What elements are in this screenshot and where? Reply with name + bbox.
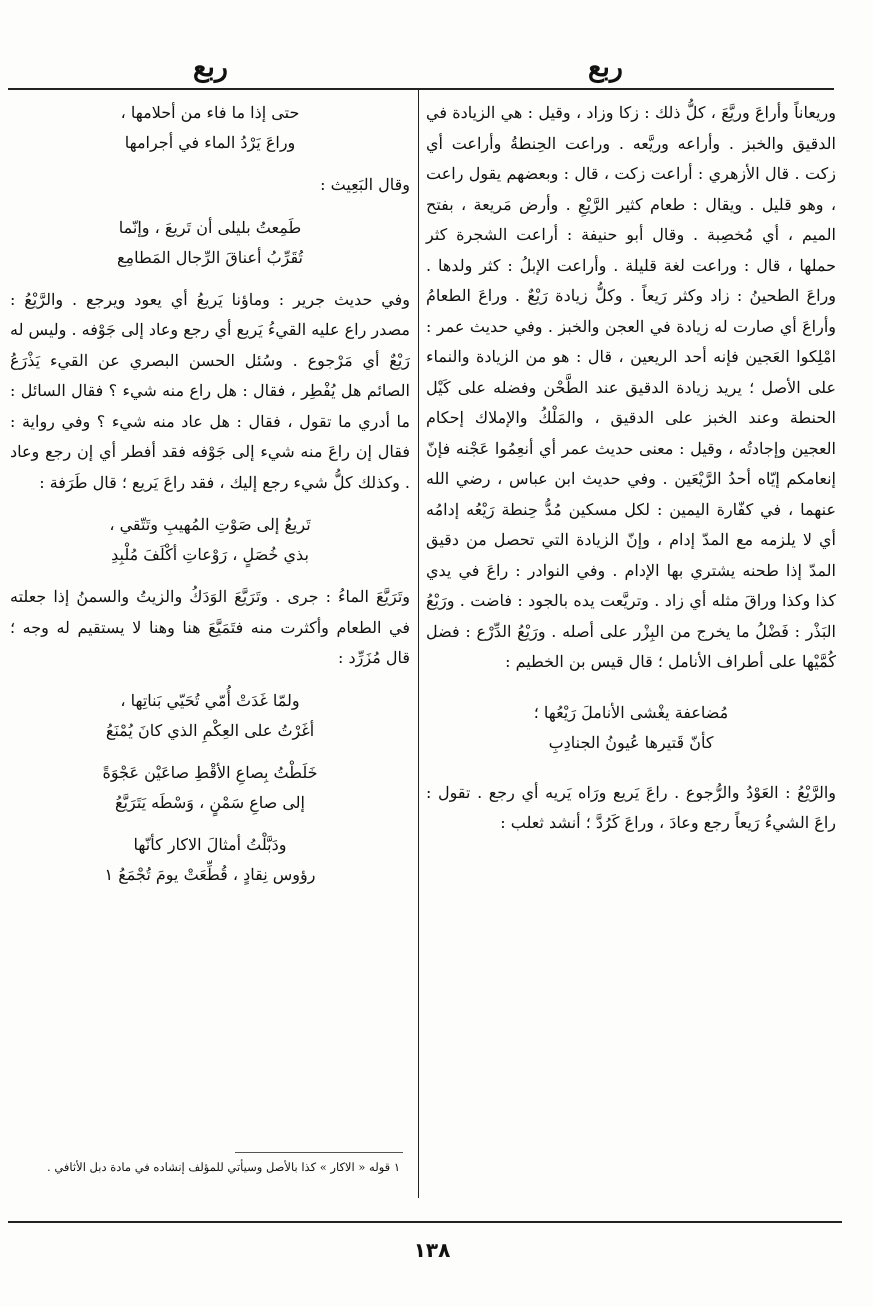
verse-line: طَمِعتُ بليلى أن تَريعَ ، وإنّما	[118, 217, 302, 237]
running-head-left: ربع	[193, 52, 228, 83]
verse-line: مُضاعفة يغْشى الأناملَ رَيْعُها ؛	[533, 702, 729, 722]
page-number: ١٣٨	[413, 1238, 451, 1262]
verse-line: خَلَطْتُ بِصاعِ الأقْطِ صاعَيْن عَجْوَةً	[102, 762, 318, 782]
verse-line: إلى صاعِ سَمْنٍ ، وَسْطَه يَتَرَيَّعُ	[114, 792, 305, 812]
paragraph: وريعاناً وأراعَ وريَّعَ ، كلُّ ذلك : زكا وزاد ، وقيل : هي الزيادة في الدقيق والخبز . وأراعه وريَّعه . وراعت الحِنطةُ وأراعت أي زكت . قال الأزهري : أراعت زكت ، قال : وبعضهم يقول راعت ، وهو قليل . ويقال : طعام كثير الرَّيْعِ . وأرض مَريعة ، بفتح الميم ، أي مُخصِبة . وقال أبو حنيفة : أراعت الشجرة كثر حملها ، قال : وراعت لغة قليلة . وأراعت الإبلُ : كثر ولدها . وراعَ الطحينُ : زاد وكثر رَيعاً . وكلُّ زيادة رَيْعٌ . وراعَ الطعامُ وأراعَ أي صارت له زيادة في العجن والخبز . وفي حديث عمر : امْلِكوا العَجين فإنه أحد الريعين ، قال : هو من الزيادة والنماء على الأصل ؛ يريد زيادة الدقيق عند الطَّحْن وفضله على كَيْل الحنطة وعند الخبز على الدقيق ، والمَلْكُ والإملاك إحكام العجين وإجادتُه ، وقيل : معنى حديث عمر أي أنعِمُوا عَجْنه فإنّ إنعامكم إيّاه أحدُ الرَّيْعَين . وفي حديث ابن عباس ، رضي الله عنهما ، في كفّارة اليمين : لكل مسكين مُدُّ حِنطة رَيْعُه إدامُه أي لا يلزمه مع المدّ إدام ، وإنّ الزيادة التي تحصل من دقيق المدّ إذا طحنه يشتري بها الإدام . وفي النوادر : راعَ في يدي كذا وكذا وراقَ مثله أي زاد . وتريَّعت يده بالجود : فاضت . ورَيْعُ البَذْر : فَضْلُ ما يخرج من البِزْر على أصله . ورَيْعُ الدِّرْع : فضل كُمَّيْها على أطراف الأنامل ؛ قال قيس بن الخطيم :	[426, 103, 836, 671]
verse-line: بذي خُصَلٍ ، رَوْعاتِ أكْلَفَ مُلْبِدِ	[111, 545, 309, 564]
verse-line: ولمّا غَدَتْ أُمّي تُحَيّي بَناتِها ،	[120, 690, 300, 710]
verse-baith	[10, 213, 410, 273]
footnote: ١ قوله « الاكار » كذا بالأصل وسيأتي للمؤلف إنشاده في مادة دبل الأثافي .	[47, 1160, 400, 1174]
verse-line: أغَرْتُ على العِكْمِ الذي كانَ يُمْنَعُ	[105, 720, 315, 740]
verse-line: وراعَ يَرْدُ الماء في أجرامها	[124, 133, 296, 152]
verse-line: ودَبَّلْتُ أمثالَ الاكار كأنّها	[133, 834, 287, 854]
paragraph: وتَرَيَّعَ الماءُ : جرى . وتَرَيَّعَ الوَدَكُ والزيتُ والسمنُ إذا جعلته في الطعام وأكثرت منه فتَمَيَّعَ هنا وهنا لا يستقيم له وجه ؛ قال مُزَرِّد :	[10, 587, 410, 667]
verse-muzarrid	[10, 686, 410, 890]
poet-intro: وقال البَعِيث :	[320, 175, 410, 194]
header-rule	[8, 88, 834, 90]
right-column	[426, 98, 836, 839]
paragraph: والرَّيْعُ : العَوْدُ والرُّجوع . راعَ يَريع ورَاه يَريه أي رجع . تقول : راعَ الشيءُ رَيعاً رجع وعادَ ، وراعَ كَرُدَّ ؛ أنشد ثعلب :	[426, 782, 836, 832]
paragraph: وفي حديث جرير : وماؤنا يَريعُ أي يعود ويرجع . والرَّيْعُ : مصدر راع عليه القيءُ يَريع أي رجع وعاد إلى جَوْفه . وليس له رَيْعٌ أي مَرْجوع . وسُئل الحسن البصري عن القيء يَذْرَعُ الصائم هل يُفْطِر ، فقال : هل راع منه شيء ؟ فقال السائل : ما أدري ما تقول ، فقال : هل عاد منه شيء ؟ وفي رواية : فقال إن راعَ منه شيء إلى جَوْفه فقد أفطر أي إن رجع وعاد . وكذلك كلُّ شيء رجع إليك ، فقد راعَ يَريع ؛ قال طَرَفة :	[10, 289, 410, 492]
verse-tarafa	[10, 510, 410, 570]
verse-line: رؤوس نِقادٍ ، قُطِّعَتْ يومَ تُجْمَعُ ١	[104, 864, 316, 884]
left-column	[10, 98, 410, 890]
column-divider	[418, 90, 419, 1198]
verse-continued	[10, 98, 410, 158]
verse-line: تُقَرِّبُ أعناقَ الرِّجال المَطامِع	[117, 247, 303, 267]
footnote-rule	[235, 1152, 403, 1153]
verse-line: حتى إذا ما فاء من أحلامها ،	[120, 103, 300, 122]
verse-line: تَريعُ إلى صَوْتِ المُهيبِ وتَتّقي ،	[109, 515, 311, 534]
running-head-right: ربع	[588, 52, 623, 83]
verse-qays	[426, 698, 836, 758]
footer-rule	[8, 1221, 842, 1223]
verse-line: كأنّ قَتيرها عُيونُ الجنادِبِ	[548, 732, 714, 752]
